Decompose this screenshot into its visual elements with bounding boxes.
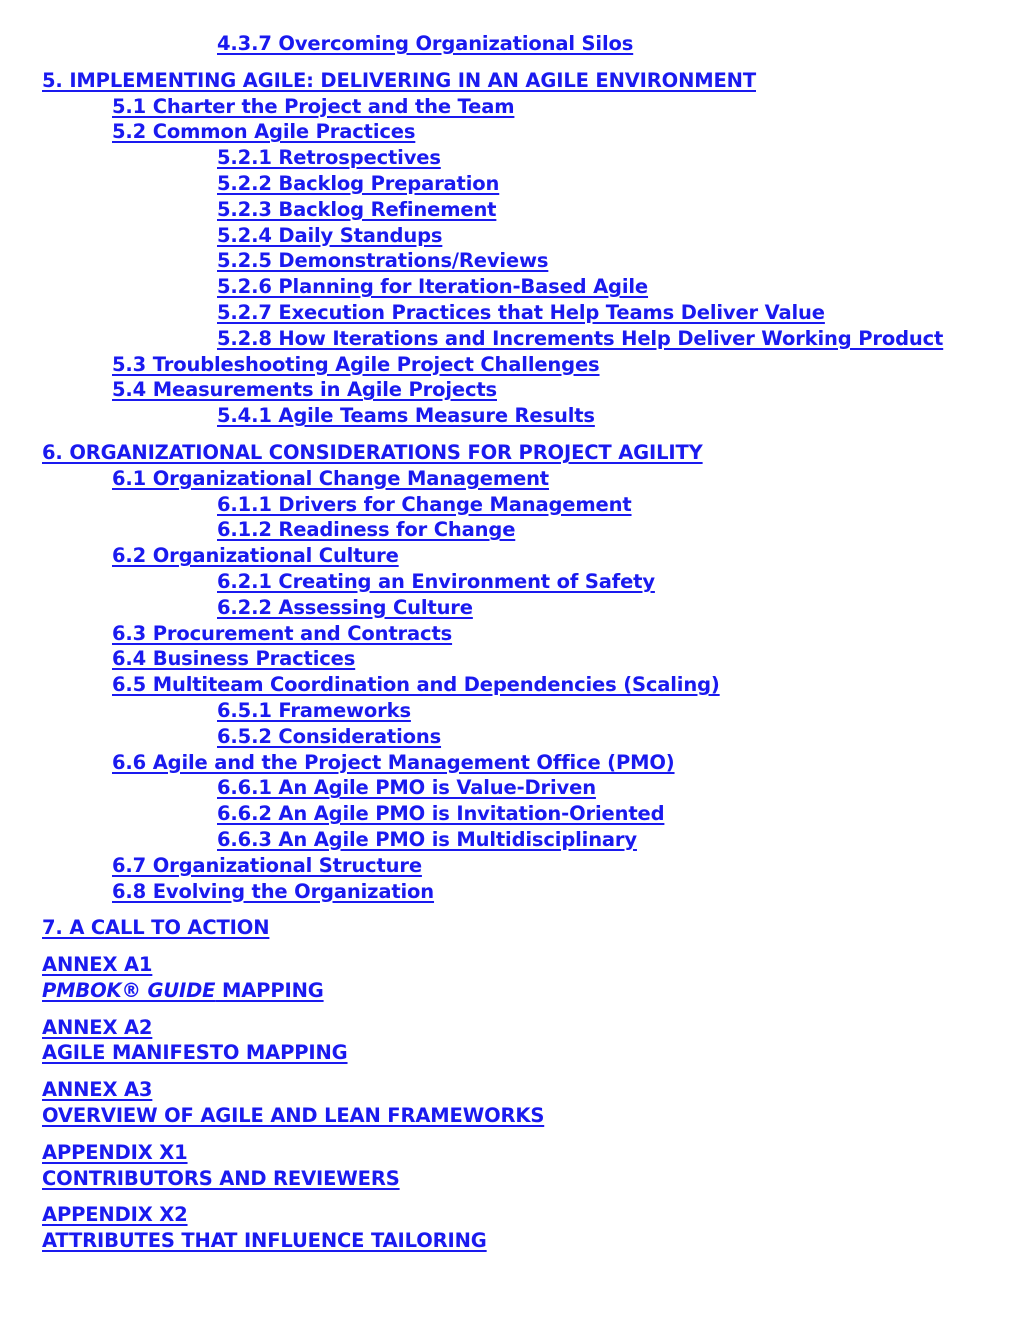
annex-a1-block [0, 952, 1020, 1004]
toc-link-6-6[interactable]: 6.6 Agile and the Project Management Office (PMO) [112, 750, 675, 774]
toc-link-6-6-2[interactable]: 6.6.2 An Agile PMO is Invitation-Oriented [217, 802, 665, 826]
annex-a2-block [0, 1015, 1020, 1067]
toc-link-5-2-5[interactable]: 5.2.5 Demonstrations/Reviews [217, 249, 549, 273]
appendix-x2-block [0, 1202, 1020, 1254]
toc-link-6-6-1[interactable]: 6.6.1 An Agile PMO is Value-Driven [217, 776, 596, 800]
toc-link-6-5-2[interactable]: 6.5.2 Considerations [217, 724, 442, 748]
toc-link-annex-a2-title[interactable]: AGILE MANIFESTO MAPPING [42, 1041, 348, 1065]
toc-link-annex-a3-title[interactable]: OVERVIEW OF AGILE AND LEAN FRAMEWORKS [42, 1104, 545, 1128]
appendix-x1-block [0, 1140, 1020, 1192]
toc-link-6-4[interactable]: 6.4 Business Practices [112, 647, 356, 671]
toc-link-annex-a3-heading[interactable]: ANNEX A3 [42, 1078, 153, 1102]
toc-link-chapter-7[interactable]: 7. A CALL TO ACTION [42, 916, 270, 940]
toc-link-5-4-1[interactable]: 5.4.1 Agile Teams Measure Results [217, 404, 595, 428]
toc-link-5-2-2[interactable]: 5.2.2 Backlog Preparation [217, 171, 500, 195]
toc-link-6-2[interactable]: 6.2 Organizational Culture [112, 544, 399, 568]
toc-link-appendix-x1-heading[interactable]: APPENDIX X1 [42, 1140, 188, 1164]
toc-link-chapter-6[interactable]: 6. ORGANIZATIONAL CONSIDERATIONS FOR PROJECT AGILITY [42, 440, 703, 464]
toc-link-chapter-5[interactable]: 5. IMPLEMENTING AGILE: DELIVERING IN AN AGILE ENVIRONMENT [42, 68, 756, 92]
toc-link-annex-a1-title[interactable] [0, 978, 1020, 1004]
toc-link-5-2-7[interactable]: 5.2.7 Execution Practices that Help Teams Deliver Value [217, 300, 825, 324]
toc-link-5-2[interactable]: 5.2 Common Agile Practices [112, 120, 416, 144]
toc-link-5-2-4[interactable]: 5.2.4 Daily Standups [217, 223, 443, 247]
annex-a1-title-rest: MAPPING [215, 978, 324, 1002]
annex-a3-block [0, 1077, 1020, 1129]
pmbok-guide-title-italic: PMBOK® GUIDE [42, 978, 216, 1002]
table-of-contents [0, 31, 1020, 1254]
toc-link-6-5-1[interactable]: 6.5.1 Frameworks [217, 698, 411, 722]
toc-link-5-2-8[interactable]: 5.2.8 How Iterations and Increments Help Deliver Working Product [217, 326, 944, 350]
toc-link-6-6-3[interactable]: 6.6.3 An Agile PMO is Multidisciplinary [217, 827, 637, 851]
toc-link-6-7[interactable]: 6.7 Organizational Structure [112, 853, 422, 877]
toc-link-6-2-2[interactable]: 6.2.2 Assessing Culture [217, 595, 473, 619]
toc-link-6-3[interactable]: 6.3 Procurement and Contracts [112, 621, 453, 645]
toc-link-appendix-x2-heading[interactable]: APPENDIX X2 [42, 1203, 188, 1227]
toc-link-5-1[interactable]: 5.1 Charter the Project and the Team [112, 94, 515, 118]
toc-link-5-2-3[interactable]: 5.2.3 Backlog Refinement [217, 197, 497, 221]
toc-link-5-3[interactable]: 5.3 Troubleshooting Agile Project Challenges [112, 352, 600, 376]
toc-link-annex-a2-heading[interactable]: ANNEX A2 [42, 1015, 153, 1039]
toc-link-6-8[interactable]: 6.8 Evolving the Organization [112, 879, 435, 903]
toc-link-6-1-1[interactable]: 6.1.1 Drivers for Change Management [217, 492, 632, 516]
toc-link-6-1-2[interactable]: 6.1.2 Readiness for Change [217, 518, 516, 542]
toc-link-appendix-x2-title[interactable]: ATTRIBUTES THAT INFLUENCE TAILORING [42, 1229, 487, 1253]
toc-link-5-2-1[interactable]: 5.2.1 Retrospectives [217, 146, 441, 170]
toc-link-annex-a1-heading[interactable]: ANNEX A1 [42, 953, 153, 977]
toc-link-appendix-x1-title[interactable]: CONTRIBUTORS AND REVIEWERS [42, 1166, 400, 1190]
toc-link-5-2-6[interactable]: 5.2.6 Planning for Iteration-Based Agile [217, 275, 649, 299]
toc-link-4-3-7[interactable]: 4.3.7 Overcoming Organizational Silos [217, 32, 634, 55]
toc-link-6-5[interactable]: 6.5 Multiteam Coordination and Dependencies (Scaling) [112, 673, 720, 697]
toc-link-5-4[interactable]: 5.4 Measurements in Agile Projects [112, 378, 497, 402]
toc-link-6-2-1[interactable]: 6.2.1 Creating an Environment of Safety [217, 569, 655, 593]
toc-link-6-1[interactable]: 6.1 Organizational Change Management [112, 466, 549, 490]
